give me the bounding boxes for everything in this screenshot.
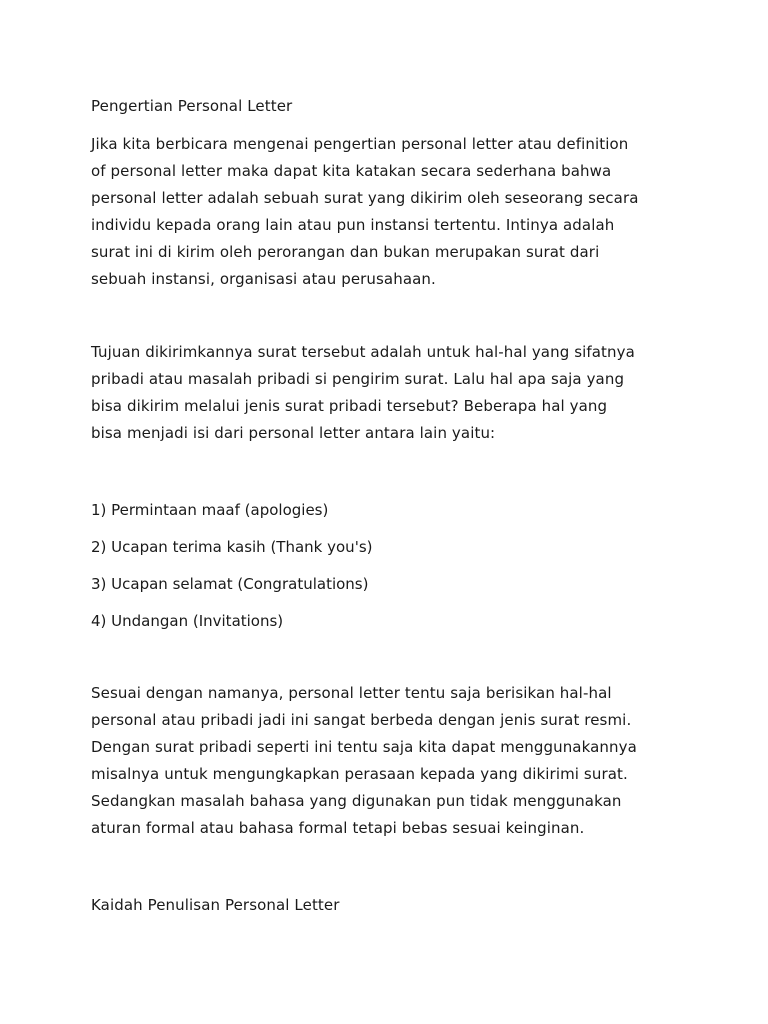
paragraph-line: bisa dikirim melalui jenis surat pribadi tersebut? Beberapa hal yang: [91, 397, 608, 415]
paragraph-definition: [91, 131, 639, 293]
paragraph-line: misalnya untuk mengungkapkan perasaan kepada yang dikirimi surat.: [91, 765, 628, 783]
section-heading-kaidah: Kaidah Penulisan Personal Letter: [91, 896, 340, 914]
list-item: 1) Permintaan maaf (apologies): [91, 501, 329, 519]
paragraph-line: Dengan surat pribadi seperti ini tentu saja kita dapat menggunakannya: [91, 738, 637, 756]
paragraph-line: personal letter adalah sebuah surat yang dikirim oleh seseorang secara: [91, 189, 639, 207]
list-item: 3) Ucapan selamat (Congratulations): [91, 575, 369, 593]
paragraph-line: surat ini di kirim oleh perorangan dan bukan merupakan surat dari: [91, 243, 600, 261]
paragraph-line: Sesuai dengan namanya, personal letter tentu saja berisikan hal-hal: [91, 684, 612, 702]
paragraph-line: bisa menjadi isi dari personal letter antara lain yaitu:: [91, 424, 496, 442]
paragraph-line: pribadi atau masalah pribadi si pengirim surat. Lalu hal apa saja yang: [91, 370, 625, 388]
paragraph-line: of personal letter maka dapat kita katakan secara sederhana bahwa: [91, 162, 612, 180]
paragraph-line: individu kepada orang lain atau pun instansi tertentu. Intinya adalah: [91, 216, 615, 234]
list-item: 2) Ucapan terima kasih (Thank you's): [91, 538, 373, 556]
section-heading-pengertian: Pengertian Personal Letter: [91, 97, 293, 115]
paragraph-line: personal atau pribadi jadi ini sangat berbeda dengan jenis surat resmi.: [91, 711, 632, 729]
paragraph-line: Sedangkan masalah bahasa yang digunakan pun tidak menggunakan: [91, 792, 622, 810]
paragraph-purpose: [91, 339, 635, 447]
paragraph-line: sebuah instansi, organisasi atau perusahaan.: [91, 270, 436, 288]
list-item: 4) Undangan (Invitations): [91, 612, 284, 630]
paragraph-line: aturan formal atau bahasa formal tetapi bebas sesuai keinginan.: [91, 819, 585, 837]
paragraph-line: Tujuan dikirimkannya surat tersebut adalah untuk hal-hal yang sifatnya: [91, 343, 635, 361]
paragraph-characteristics: [91, 680, 637, 842]
paragraph-line: Jika kita berbicara mengenai pengertian personal letter atau definition: [91, 135, 629, 153]
